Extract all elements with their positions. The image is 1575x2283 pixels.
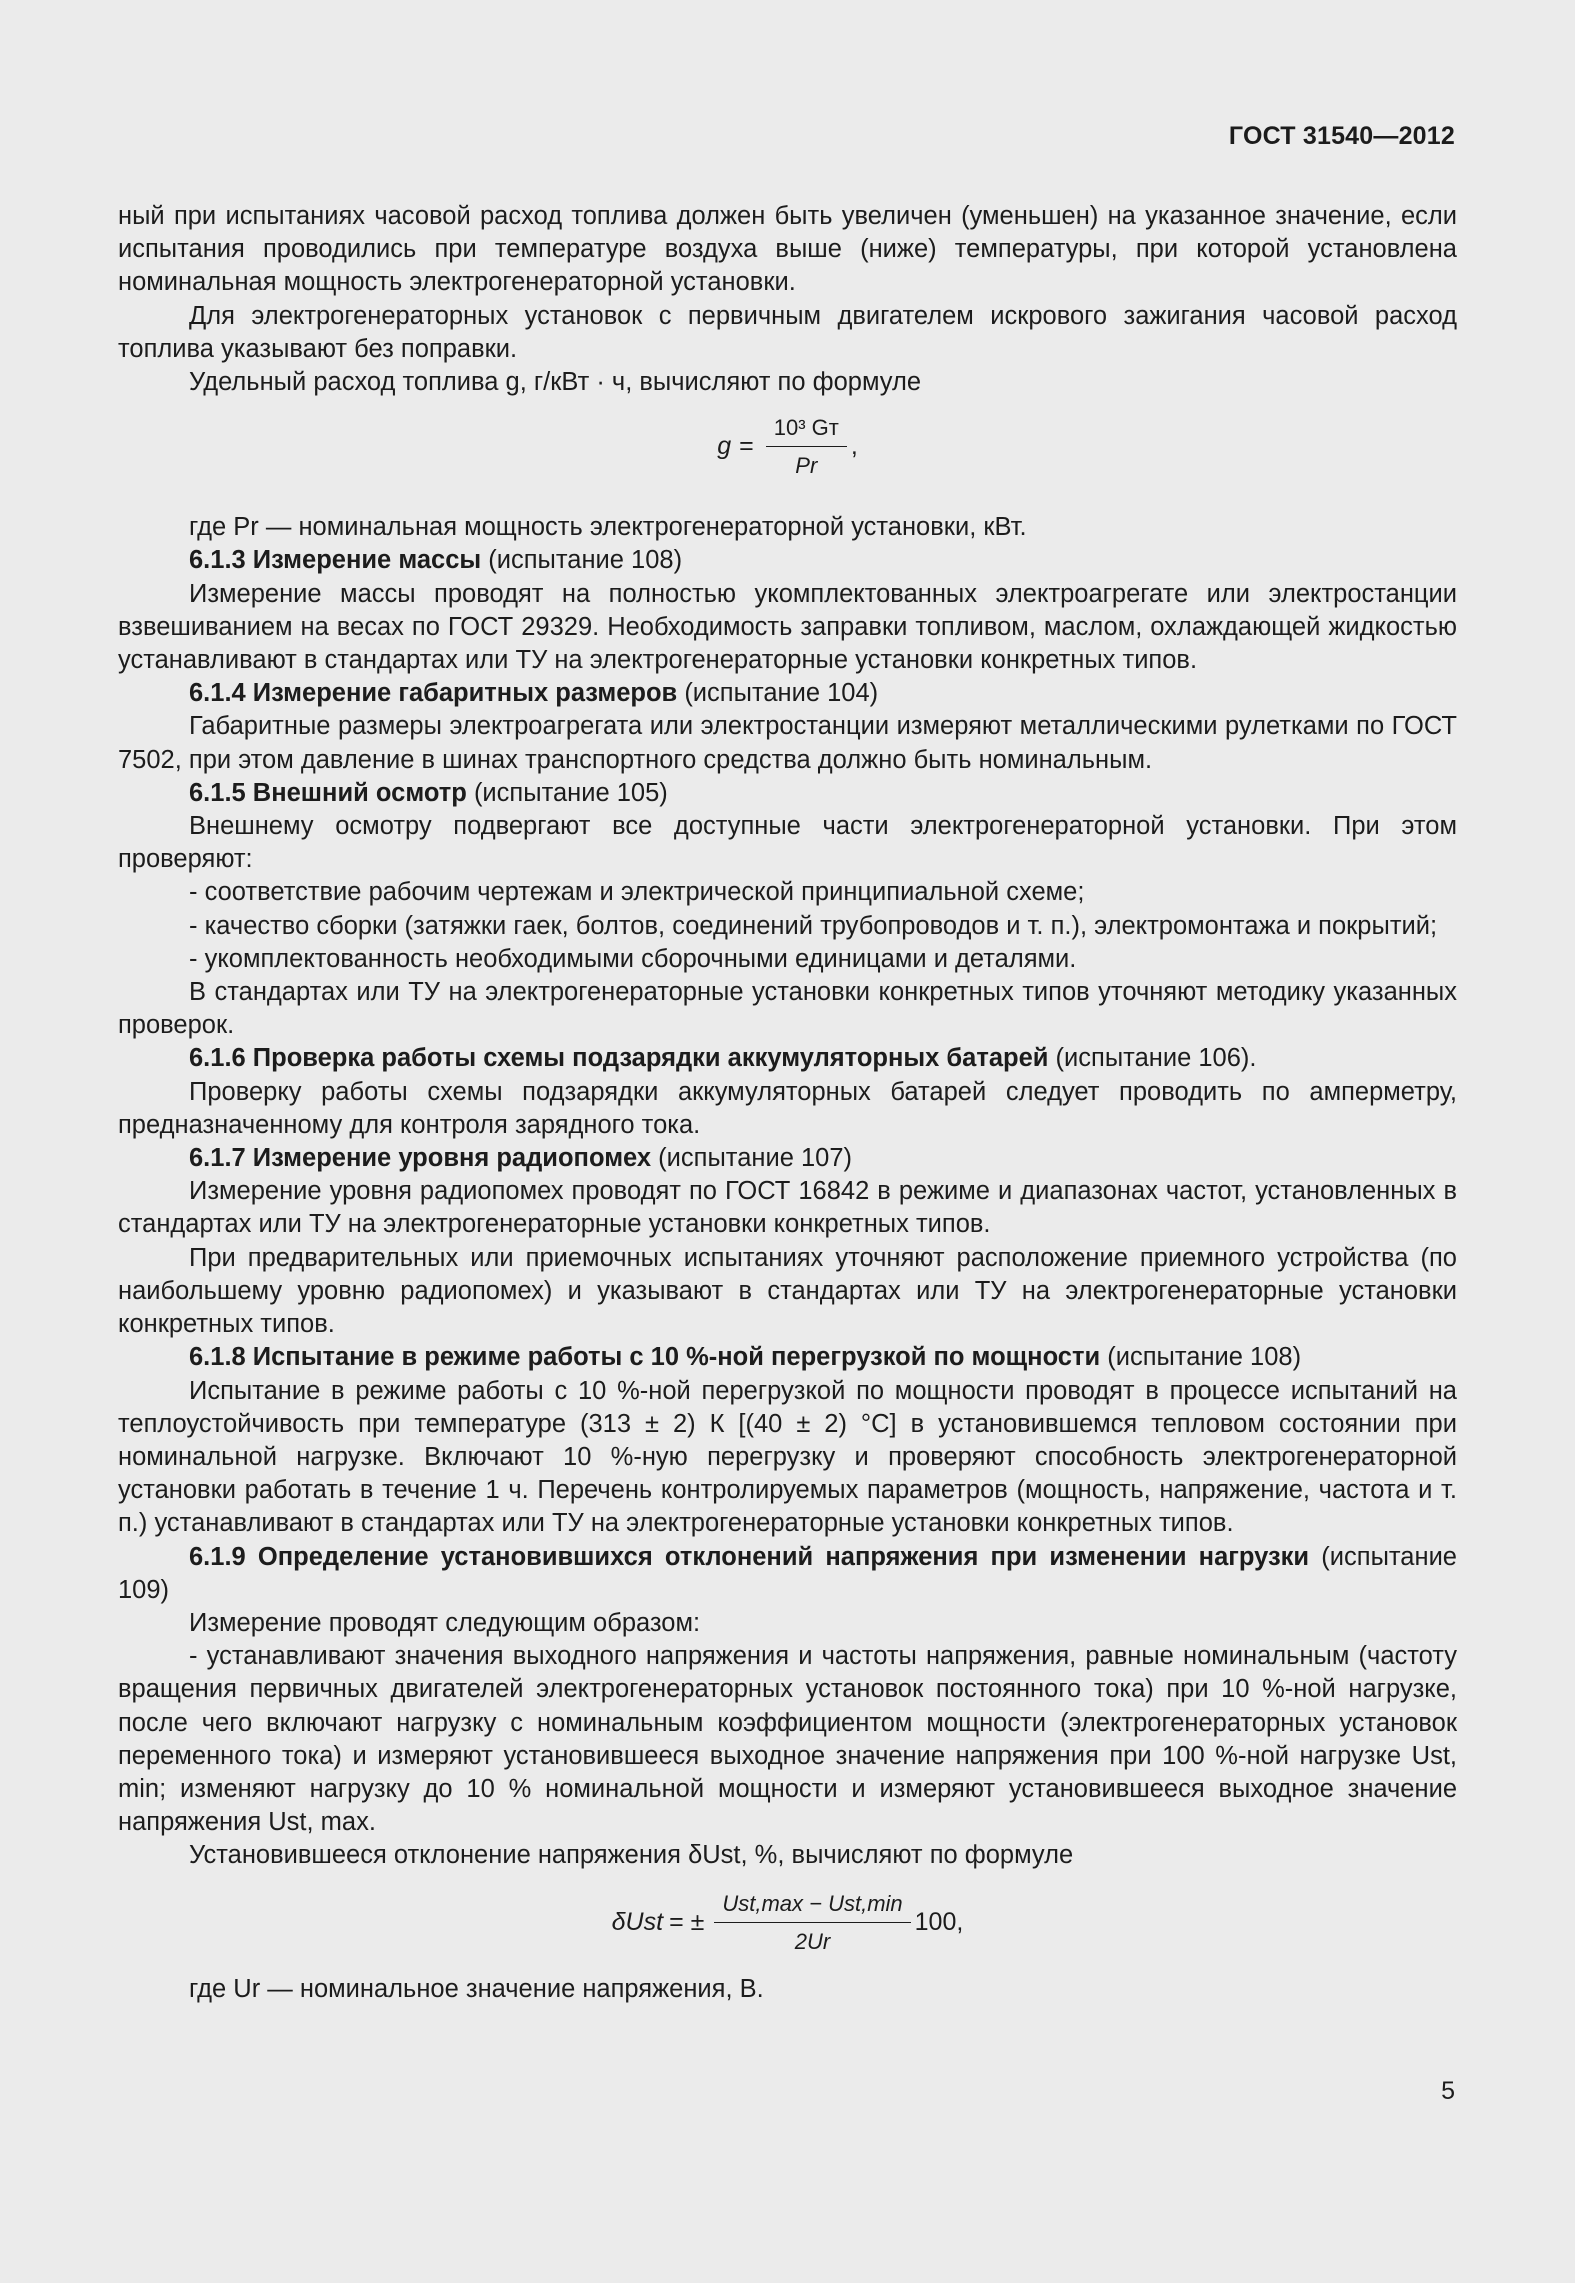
section-title: 6.1.9 Определение установившихся отклонений напряжения при изменении нагрузки [189,1542,1310,1571]
list-item: - качество сборки (затяжки гаек, болтов, соединений трубопроводов и т. п.), электромонтажа и покрытий; [189,911,1438,940]
paragraph: Проверку работы схемы подзарядки аккумуляторных батарей следует проводить по амперметру, предназначенному для контроля зарядного тока. [118,1077,1457,1139]
section-title: 6.1.4 Измерение габаритных размеров [189,679,678,708]
section-note: (испытание 105) [466,778,668,807]
doc-header: ГОСТ 31540—2012 [1228,122,1455,150]
paragraph: При предварительных или приемочных испытаниях уточняют расположение приемного устройства (по наибольшему уровню радиопомех) и указывают в стандартах или ТУ на электрогенераторные установки конкретных типов. [118,1243,1457,1339]
formula-denominator: Pr [795,453,818,479]
paragraph: Удельный расход топлива g, г/кВт · ч, вычисляют по формуле [189,368,922,397]
formula-fraction [766,411,847,482]
section-6-1-6 [118,1042,1457,1075]
paragraph: Габаритные размеры электроагрегата или электростанции измеряют металлическими рулетками по ГОСТ 7502, при этом давление в шинах транспортного средства должно быть номинальным. [118,712,1457,774]
formula-tail: 100, [914,1907,964,1936]
section-note: (испытание 109) [118,1542,1457,1604]
paragraph: Установившееся отклонение напряжения δUst, %, вычисляют по формуле [189,1841,1074,1870]
paragraph: Для электрогенераторных установок с первичным двигателем искрового зажигания часовой расход топлива указывают без поправки. [118,301,1457,363]
formula-lhs: δUst [611,1907,664,1936]
list-item: - укомплектованность необходимыми сборочными единицами и деталями. [189,944,1077,973]
section-title: 6.1.7 Измерение уровня радиопомех [189,1144,652,1173]
page-number: 5 [1441,2077,1455,2105]
section-6-1-7 [118,1142,1457,1175]
section-note: (испытание 104) [677,679,879,708]
paragraph: Измерение массы проводят на полностью укомплектованных электроагрегате или электростанции взвешиванием на весах по ГОСТ 29329. Необходимость заправки топливом, маслом, охлаждающей жидкостью устанавливают в стандартах или ТУ на электрогенераторные установки конкретных типов. [118,579,1457,675]
formula-specific-consumption [118,411,1457,497]
list-item: - соответствие рабочим чертежам и электрической принципиальной схеме; [189,878,1085,907]
paragraph: В стандартах или ТУ на электрогенераторные установки конкретных типов уточняют методику указанных проверок. [118,978,1457,1040]
formula-numerator: Ust,max − Ust,min [714,1887,910,1923]
section-title: 6.1.8 Испытание в режиме работы с 10 %-ной перегрузкой по мощности [189,1343,1101,1372]
section-6-1-9 [118,1541,1457,1607]
formula-eq: = ± [669,1907,705,1936]
section-6-1-5 [118,777,1457,810]
paragraph: ный при испытаниях часовой расход топлива должен быть увеличен (уменьшен) на указанное значение, если испытания проводились при температуре воздуха выше (ниже) температуры, при которой установлена номинальная мощность электрогенераторной установки. [118,202,1457,297]
formula-denominator: 2Ur [794,1928,831,1954]
formula-numerator: 10³ Gт [766,411,847,447]
paragraph: где Pr — номинальная мощность электрогенераторной установки, кВт. [189,513,1027,542]
formula-fraction [714,1887,910,1958]
paragraph: Внешнему осмотру подвергают все доступные части электрогенераторной установки. При этом проверяют: [118,812,1457,874]
section-note: (испытание 108) [481,546,683,575]
section-note: (испытание 107) [651,1144,853,1173]
section-note: (испытание 106). [1048,1044,1257,1073]
section-note: (испытание 108) [1100,1343,1302,1372]
paragraph: Испытание в режиме работы с 10 %-ной перегрузкой по мощности проводят в процессе испытаний на теплоустойчивость при температуре (313 ± 2) К [(40 ± 2) °С] в установившемся тепловом состоянии при номинальной нагрузке. Включают 10 %-ную перегрузку и проверяют способность электрогенераторной установки работать в течение 1 ч. Перечень контролируемых параметров (мощность, напряжение, частота и т. п.) устанавливают в стандартах или ТУ на электрогенераторные установки конкретных типов. [118,1376,1457,1538]
formula-lhs: g [717,432,732,461]
formula-eq: = [739,432,754,461]
section-6-1-4 [118,677,1457,710]
section-title: 6.1.5 Внешний осмотр [189,778,467,807]
section-title: 6.1.6 Проверка работы схемы подзарядки аккумуляторных батарей [189,1044,1049,1073]
section-6-1-8 [118,1341,1457,1374]
doc-body [118,200,1457,2006]
list-item: - устанавливают значения выходного напряжения и частоты напряжения, равные номинальным (частоту вращения первичных двигателей электрогенераторных установок постоянного тока) при 10 %-ной нагрузке, после чего включают нагрузку с номинальным коэффициентом мощности (электрогенераторных установок переменного тока) и измеряют установившееся выходное значение напряжения при 100 %-ной нагрузке Ust, min; изменяют нагрузку до 10 % номинальной мощности и измеряют установившееся выходное значение напряжения Ust, max. [118,1642,1457,1837]
paragraph: где Ur — номинальное значение напряжения, В. [189,1974,764,2003]
paragraph: Измерение проводят следующим образом: [189,1608,701,1637]
paragraph: Измерение уровня радиопомех проводят по ГОСТ 16842 в режиме и диапазонах частот, установленных в стандартах или ТУ на электрогенераторные установки конкретных типов. [118,1177,1457,1239]
formula-tail: , [850,432,858,461]
section-6-1-3 [118,544,1457,577]
formula-voltage-deviation [118,1887,1457,1963]
section-title: 6.1.3 Измерение массы [189,546,482,575]
